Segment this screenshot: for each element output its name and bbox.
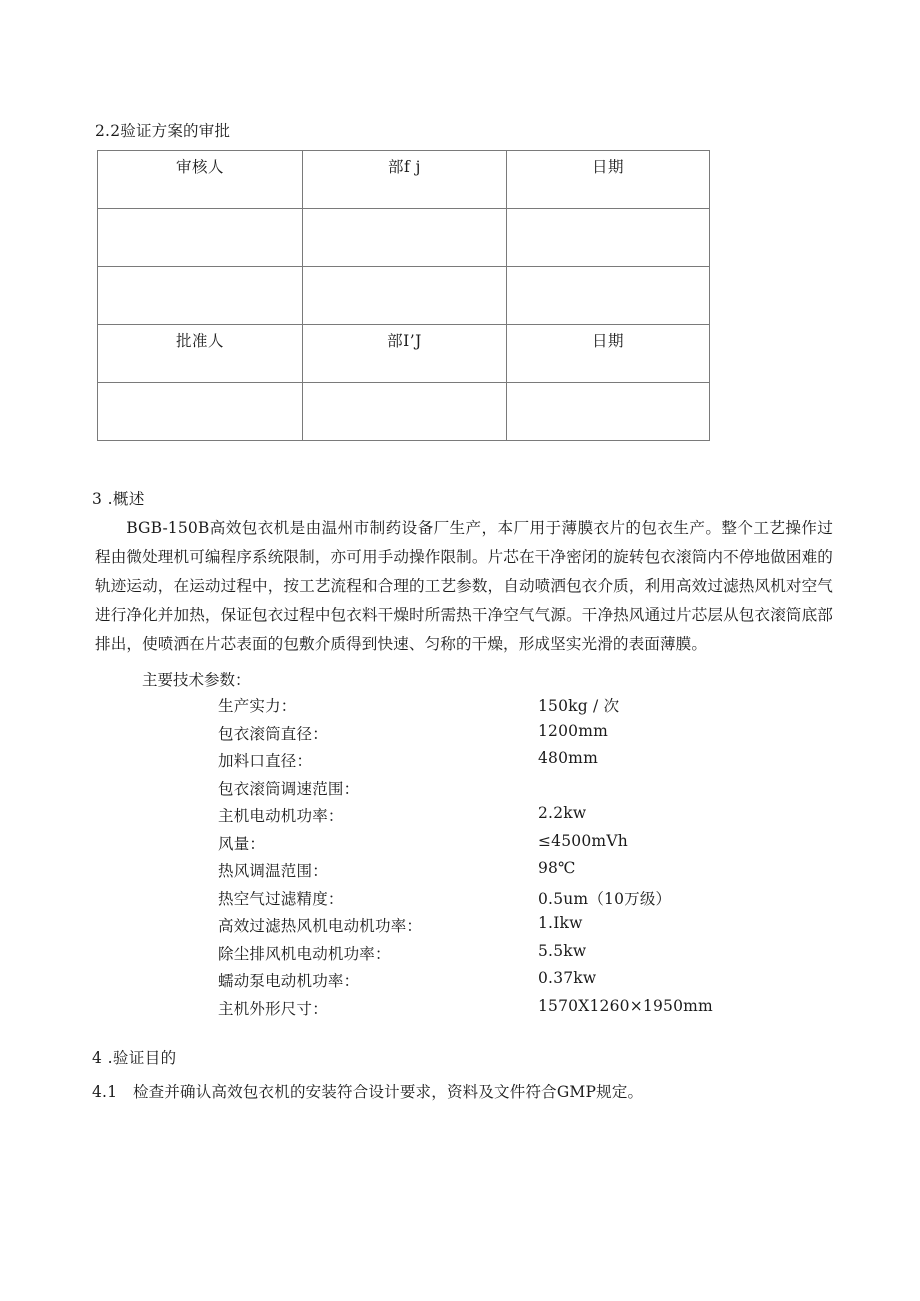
spec-list bbox=[218, 694, 778, 1024]
spec-value: ≤4500mVh bbox=[538, 831, 628, 850]
spec-row bbox=[218, 969, 778, 997]
spec-value: 5.5kw bbox=[538, 941, 587, 960]
spec-label: 蠕动泵电动机功率： bbox=[218, 972, 360, 990]
table-cell-date-label: 日期 bbox=[507, 151, 710, 209]
overview-paragraph: BGB-150B高效包衣机是由温州市制药设备厂生产，本厂用于薄膜衣片的包衣生产。整个工艺操作过程由微处理机可编程序系统限制，亦可用手动操作限制。片芯在干净密闭的旋转包衣滚筒内不停地做困难的轨迹运动，在运动过程中，按工艺流程和合理的工艺参数，自动喷洒包衣介质，利用高效过滤热风机对空气进行净化并加热，保证包衣过程中包衣料干燥时所需热干净空气气源。干净热风通过片芯层从包衣滚筒底部排出，使喷洒在片芯表面的包敷介质得到快速、匀称的干燥，形成坚实光滑的表面薄膜。 bbox=[95, 519, 833, 653]
section-2-2-heading: 2.2验证方案的审批 bbox=[95, 122, 231, 140]
section-4-1-item: 4.1 检查并确认高效包衣机的安装符合设计要求，资料及文件符合GMP规定。 bbox=[92, 1083, 644, 1101]
spec-row bbox=[218, 832, 778, 860]
table-row bbox=[98, 209, 710, 267]
spec-label: 主机电动机功率： bbox=[218, 807, 344, 825]
table-cell-reviewer-label: 审核人 bbox=[98, 151, 303, 209]
spec-row bbox=[218, 749, 778, 777]
table-cell-department-label: 部f j bbox=[303, 151, 507, 209]
spec-row bbox=[218, 777, 778, 805]
spec-value: 1570X1260×1950mm bbox=[538, 996, 713, 1015]
table-row bbox=[98, 325, 710, 383]
spec-label: 高效过滤热风机电动机功率： bbox=[218, 917, 423, 935]
spec-value: 480mm bbox=[538, 749, 598, 767]
table-row bbox=[98, 267, 710, 325]
spec-value: 2.2kw bbox=[538, 804, 587, 822]
section-3-heading: 3 .概述 bbox=[92, 490, 145, 508]
spec-row bbox=[218, 804, 778, 832]
spec-row bbox=[218, 914, 778, 942]
spec-value: 1200mm bbox=[538, 721, 609, 740]
spec-value: 0.37kw bbox=[538, 969, 597, 987]
spec-list-title: 主要技术参数： bbox=[142, 671, 251, 689]
approval-table bbox=[97, 150, 710, 441]
spec-label: 热空气过滤精度： bbox=[218, 889, 344, 908]
table-cell-blank[interactable] bbox=[98, 267, 303, 325]
table-row bbox=[98, 151, 710, 209]
table-cell-blank[interactable] bbox=[98, 209, 303, 267]
table-cell-approver-label: 批准人 bbox=[98, 325, 303, 383]
table-cell-blank[interactable] bbox=[507, 267, 710, 325]
spec-row bbox=[218, 859, 778, 887]
table-cell-blank[interactable] bbox=[303, 383, 507, 441]
table-cell-department-label: 部I’J bbox=[303, 325, 507, 383]
spec-row bbox=[218, 942, 778, 970]
spec-label: 主机外形尺寸： bbox=[218, 999, 328, 1018]
spec-value: 0.5um（10万级） bbox=[538, 889, 672, 908]
table-cell-blank[interactable] bbox=[303, 267, 507, 325]
section-4-heading: 4 .验证目的 bbox=[92, 1049, 177, 1067]
table-cell-blank[interactable] bbox=[507, 209, 710, 267]
table-cell-date-label: 日期 bbox=[507, 325, 710, 383]
table-cell-blank[interactable] bbox=[303, 209, 507, 267]
spec-row bbox=[218, 722, 778, 750]
spec-label: 加料口直径： bbox=[218, 752, 313, 770]
spec-value: 150kg / 次 bbox=[538, 697, 620, 715]
spec-label: 风量： bbox=[218, 834, 266, 853]
spec-label: 热风调温范围： bbox=[218, 862, 328, 880]
spec-label: 包衣滚筒直径： bbox=[218, 724, 328, 743]
spec-row bbox=[218, 887, 778, 915]
spec-row bbox=[218, 997, 778, 1025]
spec-label: 生产实力： bbox=[218, 697, 297, 715]
table-cell-blank[interactable] bbox=[98, 383, 303, 441]
table-row bbox=[98, 383, 710, 441]
spec-value: 1.Ikw bbox=[538, 914, 583, 932]
spec-value: 98℃ bbox=[538, 859, 576, 877]
table-cell-blank[interactable] bbox=[507, 383, 710, 441]
spec-label: 除尘排风机电动机功率： bbox=[218, 944, 391, 963]
spec-row bbox=[218, 694, 778, 722]
spec-label: 包衣滚筒调速范围： bbox=[218, 779, 360, 798]
